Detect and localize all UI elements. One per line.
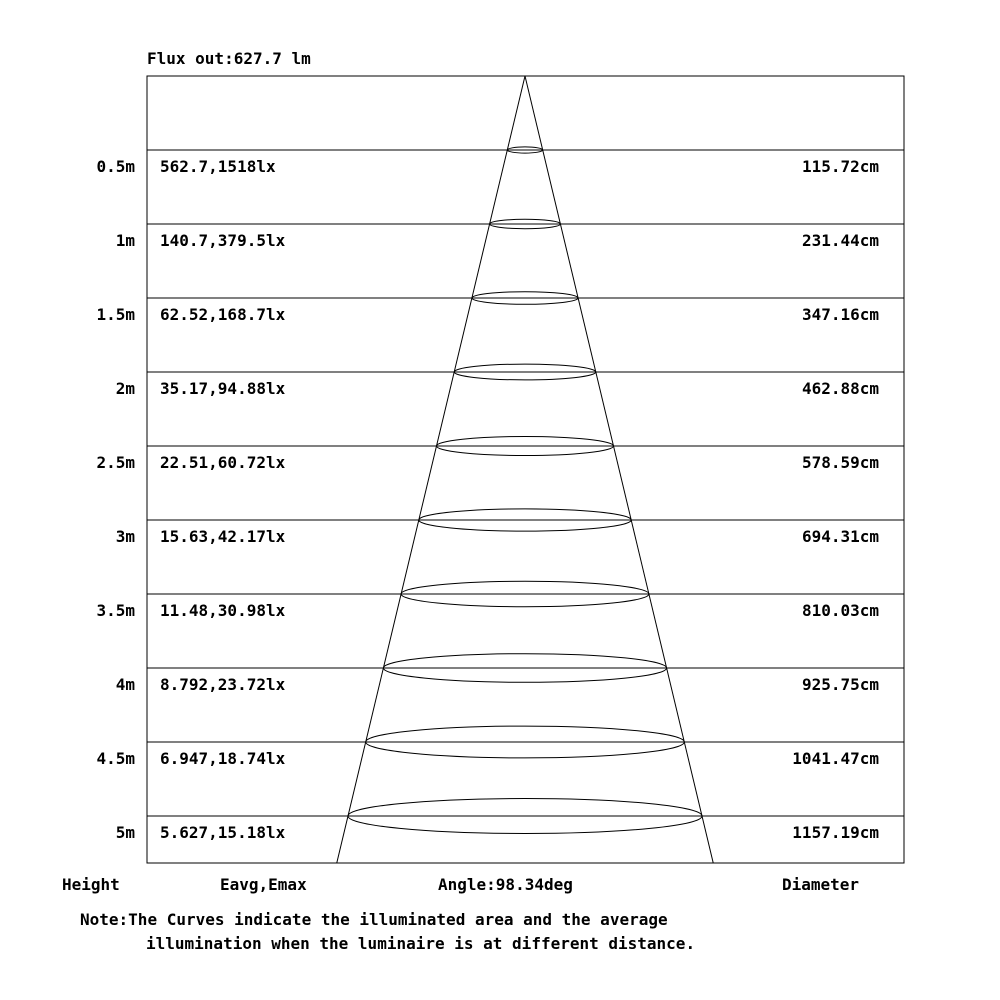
- row-height-label: 5m: [115, 823, 135, 842]
- row-diameter-label: 578.59cm: [801, 453, 879, 472]
- row-height-label: 3m: [115, 527, 135, 546]
- row-height-label: 0.5m: [96, 157, 135, 176]
- row-diameter-label: 694.31cm: [801, 527, 879, 546]
- table-rows: [96, 150, 904, 842]
- row-illuminance-label: 62.52,168.7lx: [160, 305, 286, 324]
- row-diameter-label: 1157.19cm: [792, 823, 879, 842]
- row-illuminance-label: 11.48,30.98lx: [160, 601, 286, 620]
- row-diameter-label: 462.88cm: [801, 379, 879, 398]
- angle-label: Angle:98.34deg: [438, 875, 573, 894]
- row-height-label: 2.5m: [96, 453, 135, 472]
- row-diameter-label: 115.72cm: [801, 157, 879, 176]
- row-illuminance-label: 35.17,94.88lx: [160, 379, 286, 398]
- row-height-label: 1m: [115, 231, 135, 250]
- row-diameter-label: 231.44cm: [801, 231, 879, 250]
- note-label: Note:: [80, 910, 129, 929]
- row-height-label: 3.5m: [96, 601, 135, 620]
- row-illuminance-label: 22.51,60.72lx: [160, 453, 286, 472]
- row-diameter-label: 347.16cm: [801, 305, 879, 324]
- beam-edge-left: [337, 76, 525, 863]
- row-illuminance-label: 6.947,18.74lx: [160, 749, 286, 768]
- row-height-label: 1.5m: [96, 305, 135, 324]
- row-height-label: 4m: [115, 675, 135, 694]
- diameter-column-header: Diameter: [782, 875, 860, 894]
- row-height-label: 4.5m: [96, 749, 135, 768]
- row-illuminance-label: 5.627,15.18lx: [160, 823, 286, 842]
- note-line-2: illumination when the luminaire is at different distance.: [146, 934, 696, 953]
- flux-out-label: Flux out:627.7 lm: [147, 49, 311, 68]
- row-illuminance-label: 562.7,1518lx: [160, 157, 276, 176]
- row-height-label: 2m: [115, 379, 135, 398]
- note-line-1: The Curves indicate the illuminated area and the average: [128, 910, 668, 929]
- note-text: [80, 908, 695, 956]
- row-illuminance-label: 8.792,23.72lx: [160, 675, 286, 694]
- row-diameter-label: 810.03cm: [801, 601, 879, 620]
- beam-cone: [337, 76, 713, 863]
- row-diameter-label: 925.75cm: [801, 675, 879, 694]
- beam-edge-right: [525, 76, 713, 863]
- height-column-header: Height: [62, 875, 120, 894]
- row-illuminance-label: 140.7,379.5lx: [160, 231, 286, 250]
- illuminance-column-header: Eavg,Emax: [220, 875, 307, 894]
- row-illuminance-label: 15.63,42.17lx: [160, 527, 286, 546]
- row-diameter-label: 1041.47cm: [792, 749, 879, 768]
